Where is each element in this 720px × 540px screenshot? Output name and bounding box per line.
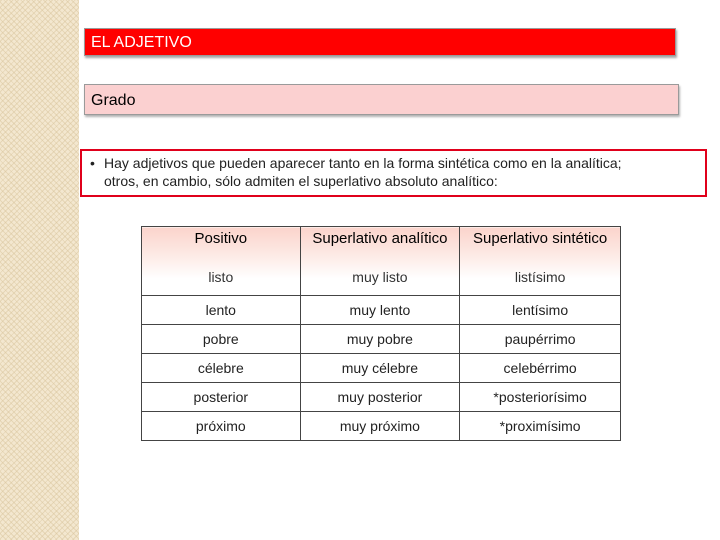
table-cell: célebre xyxy=(142,354,301,383)
header-title: Superlativo analítico xyxy=(312,230,448,247)
header-cell-value: muy listo xyxy=(352,269,408,285)
table-row xyxy=(142,296,621,325)
header-superlativo-analitico xyxy=(300,227,460,296)
section-subtitle: Grado xyxy=(84,84,679,115)
bullet-icon: • xyxy=(90,155,95,171)
note-box xyxy=(80,149,707,197)
table-row xyxy=(142,412,621,441)
header-superlativo-sintetico xyxy=(460,227,621,296)
note-line-2: otros, en cambio, sólo admiten el superlativo absoluto analítico: xyxy=(104,173,498,189)
table-cell: *proximísimo xyxy=(460,412,621,441)
table-row xyxy=(142,383,621,412)
table-header-row xyxy=(142,227,621,296)
header-positivo xyxy=(142,227,301,296)
table-cell: lento xyxy=(142,296,301,325)
header-title: Superlativo sintético xyxy=(472,230,608,247)
note-text-1: Hay adjetivos que pueden aparecer tanto en la forma sintética como en la analítica; xyxy=(104,155,622,171)
table-cell: muy próximo xyxy=(300,412,460,441)
table-cell: próximo xyxy=(142,412,301,441)
table-row xyxy=(142,354,621,383)
header-title: Positivo xyxy=(194,230,248,247)
table-cell: muy célebre xyxy=(300,354,460,383)
slide-title: EL ADJETIVO xyxy=(84,28,676,56)
table-cell: muy pobre xyxy=(300,325,460,354)
header-cell-value: listísimo xyxy=(514,269,566,285)
table-cell: lentísimo xyxy=(460,296,621,325)
table-cell: paupérrimo xyxy=(460,325,621,354)
table-cell: pobre xyxy=(142,325,301,354)
table-cell: celebérrimo xyxy=(460,354,621,383)
table-cell: posterior xyxy=(142,383,301,412)
table-cell: muy lento xyxy=(300,296,460,325)
decorative-side-strip xyxy=(0,0,79,540)
table-cell: *posteriorísimo xyxy=(460,383,621,412)
header-cell-value: listo xyxy=(208,269,234,285)
table-row xyxy=(142,325,621,354)
table-cell: muy posterior xyxy=(300,383,460,412)
note-line-1 xyxy=(90,154,699,172)
adjective-grade-table xyxy=(141,226,621,441)
